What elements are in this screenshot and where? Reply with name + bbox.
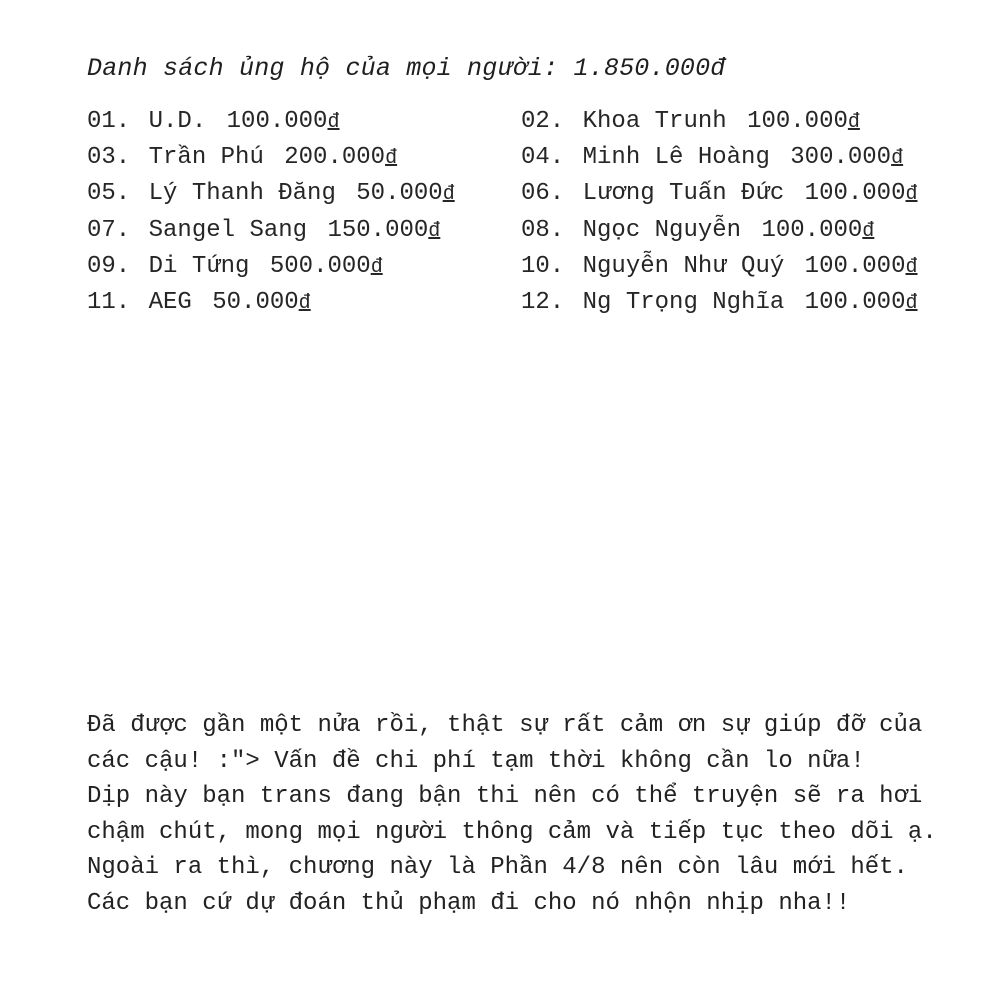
message-line: các cậu! :"> Vấn đề chi phí tạm thời không cần lo nữa! [87, 747, 865, 775]
donor-number: 04. [521, 144, 565, 172]
donor-name: Ngọc Nguyễn [582, 216, 742, 244]
donor-number: 03. [87, 144, 131, 172]
message-line: Ngoài ra thì, chương này là Phần 4/8 nên còn lâu mới hết. [87, 854, 908, 881]
thank-you-message [87, 708, 947, 921]
donor-item [87, 140, 455, 176]
currency-symbol: đ [428, 219, 441, 243]
donor-number: 02. [521, 108, 565, 135]
donor-number: 12. [521, 288, 565, 316]
donor-name: Trần Phú [148, 144, 264, 172]
donor-amount: 150.000 [327, 216, 429, 244]
message-line: Các bạn cứ dự đoán thủ phạm đi cho nó nhộn nhịp nha!! [87, 889, 851, 917]
donor-amount: 100.000 [804, 252, 906, 280]
donor-item [87, 104, 455, 140]
currency-symbol: đ [327, 111, 340, 134]
donor-item [87, 176, 455, 212]
donor-name: Sangel Sang [148, 216, 308, 244]
donor-name: Lương Tuấn Đức [582, 180, 785, 208]
message-line: chậm chút, mong mọi người thông cảm và tiếp tục theo dõi ạ. [87, 818, 937, 846]
donor-column-left [87, 104, 455, 321]
donor-number: 06. [521, 180, 565, 208]
currency-symbol: đ [905, 255, 918, 279]
donor-number: 09. [87, 252, 131, 280]
message-line: Đã được gần một nửa rồi, thật sự rất cảm ơn sự giúp đỡ của [87, 712, 923, 739]
donor-number: 07. [87, 216, 131, 244]
donor-name: Nguyễn Như Quý [582, 252, 785, 280]
donor-name: Ng Trọng Nghĩa [582, 288, 785, 316]
donor-name: Di Tứng [148, 252, 250, 280]
donor-name: Lý Thanh Đăng [148, 180, 336, 208]
donor-amount: 100.000 [226, 108, 328, 135]
donor-name: U.D. [148, 108, 207, 135]
donor-name: Minh Lê Hoàng [582, 144, 770, 172]
currency-symbol: đ [905, 291, 918, 315]
donor-number: 01. [87, 108, 131, 135]
donor-item [521, 140, 918, 176]
donor-number: 08. [521, 216, 565, 244]
currency-symbol: đ [385, 147, 398, 171]
donation-list-title: Danh sách ủng hộ của mọi người: 1.850.000đ [87, 54, 726, 83]
donor-item [521, 249, 918, 285]
currency-symbol: đ [298, 291, 311, 315]
donor-item [521, 176, 918, 212]
donor-amount: 50.000 [356, 180, 443, 208]
donor-item [87, 249, 455, 285]
donor-amount: 100.000 [761, 216, 863, 244]
donor-item [521, 285, 918, 321]
currency-symbol: đ [442, 183, 455, 207]
donor-amount: 100.000 [804, 180, 906, 208]
donor-name: AEG [148, 288, 192, 316]
donor-item [521, 104, 918, 140]
currency-symbol: đ [862, 219, 875, 243]
currency-symbol: đ [905, 183, 918, 207]
donor-column-right [521, 104, 918, 321]
donor-number: 05. [87, 180, 131, 208]
currency-symbol: đ [847, 111, 860, 134]
donor-item [521, 213, 918, 249]
donor-name: Khoa Trunh [582, 108, 727, 135]
donor-number: 11. [87, 288, 131, 316]
donor-number: 10. [521, 252, 565, 280]
donor-amount: 100.000 [747, 108, 848, 135]
currency-symbol: đ [370, 255, 383, 279]
donor-amount: 200.000 [284, 144, 386, 172]
donor-item [87, 213, 455, 249]
donor-amount: 50.000 [212, 288, 299, 316]
currency-symbol: đ [891, 147, 904, 171]
message-line: Dịp này bạn trans đang bận thi nên có thể truyện sẽ ra hơi [87, 783, 923, 810]
donor-item [87, 285, 455, 321]
donor-amount: 100.000 [804, 288, 906, 316]
donor-amount: 300.000 [790, 144, 892, 172]
donor-amount: 500.000 [269, 252, 371, 280]
